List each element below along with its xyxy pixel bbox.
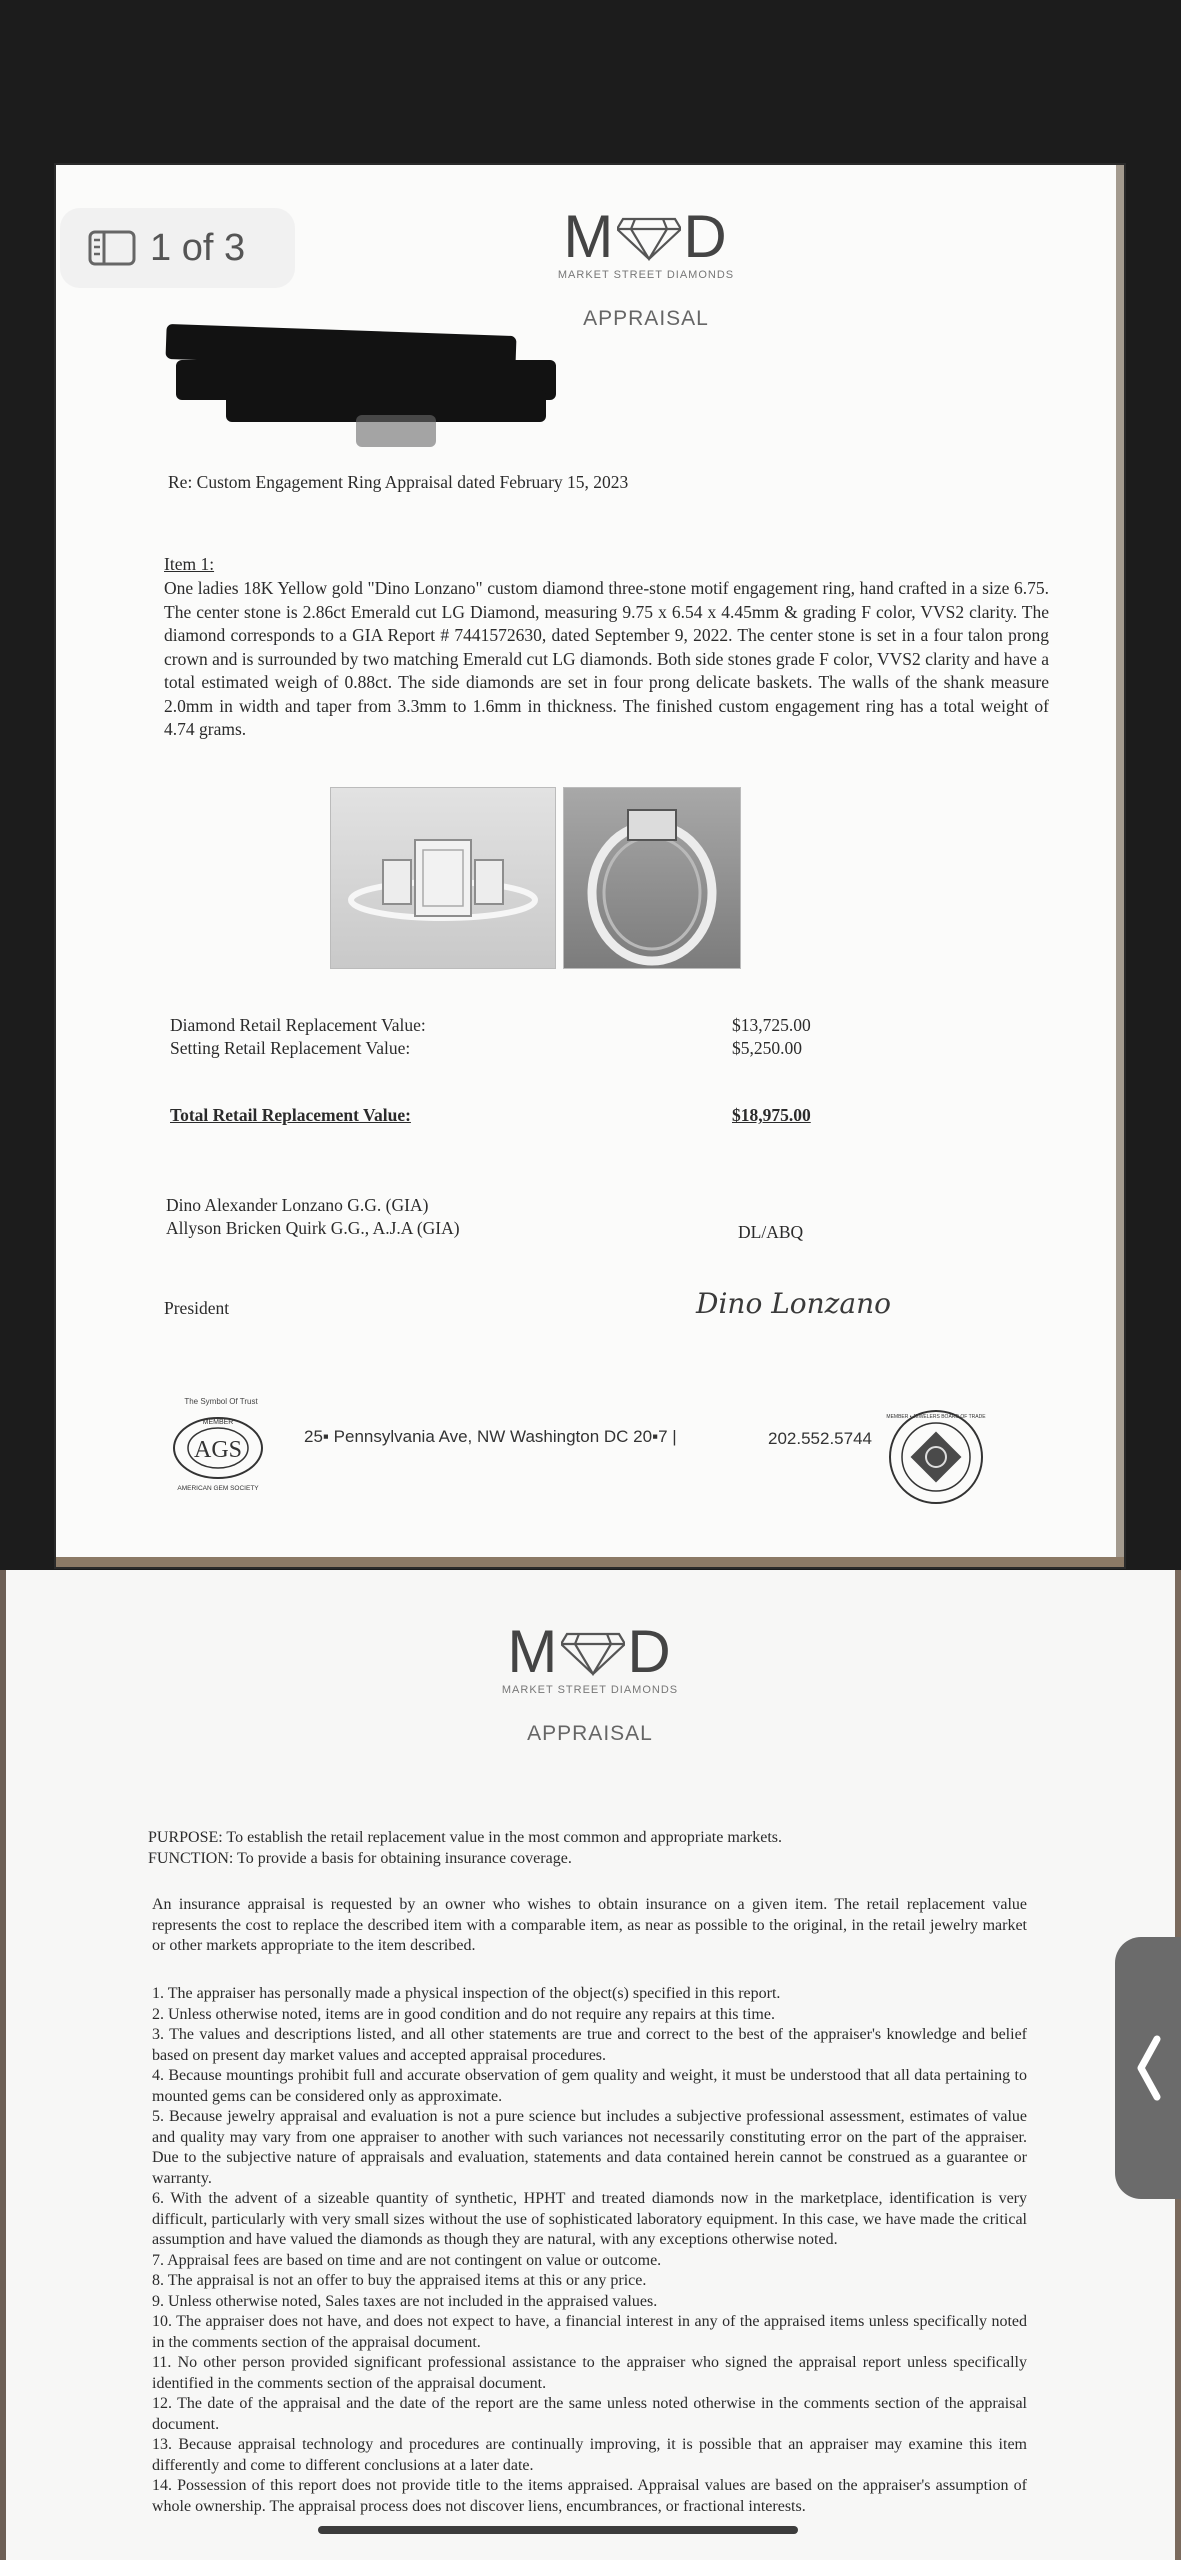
page-heading: APPRAISAL bbox=[583, 307, 709, 331]
list-item: 1. The appraiser has personally made a physical inspection of the object(s) specified in this report. bbox=[152, 1985, 781, 2002]
appraiser-name: Dino Alexander Lonzano G.G. (GIA) bbox=[166, 1195, 429, 1215]
page-indicator-text: 1 of 3 bbox=[150, 226, 246, 269]
ags-member-text: MEMBER bbox=[202, 1419, 234, 1426]
item-label: Item 1: bbox=[164, 554, 215, 574]
ags-tagline: The Symbol Of Trust bbox=[184, 1397, 258, 1406]
jbt-seal-icon bbox=[886, 1407, 986, 1507]
re-line: Re: Custom Engagement Ring Appraisal dated February 15, 2023 bbox=[168, 472, 629, 492]
signature: Dino Lonzano bbox=[696, 1287, 892, 1320]
page-edge-shadow bbox=[1116, 165, 1124, 1567]
horizontal-scrollbar[interactable] bbox=[318, 2526, 798, 2534]
ags-ring-text: AMERICAN GEM SOCIETY bbox=[177, 1485, 259, 1492]
list-item: 9. Unless otherwise noted, Sales taxes are not included in the appraised values. bbox=[152, 2292, 658, 2310]
page-edge-shadow bbox=[56, 1557, 1124, 1567]
page-edge-shadow bbox=[0, 1570, 6, 2560]
list-item: 14. Possession of this report does not provide title to the items appraised. Appraisal values are based on the appraiser's assumption of whole ownership. The appraisal process does not discover liens, encumbrances, or fractional interests. bbox=[152, 2477, 1027, 2515]
logo-subtitle: MARKET STREET DIAMONDS bbox=[557, 269, 735, 282]
value-label: Setting Retail Replacement Value: bbox=[170, 1038, 411, 1058]
redacted-block bbox=[356, 415, 436, 447]
chevron-left-icon bbox=[1133, 2033, 1163, 2103]
footer-phone: 202.552.5744 bbox=[768, 1429, 872, 1448]
list-item: 6. With the advent of a sizeable quantity of synthetic, HPHT and treated diamonds now in the marketplace, identification is very difficult, particularly with very small sizes without the use of sophisticated laboratory equipment. In this case, we have made the critical assumption and have valued the diamonds as though they are natural, with any exceptions otherwise noted. bbox=[152, 2190, 1027, 2248]
item-description: One ladies 18K Yellow gold "Dino Lonzano" custom diamond three-stone motif engagement ring, hand crafted in a size 6.75. The center stone is 2.86ct Emerald cut LG Diamond, measuring 9.75 x 6.54 x 4.45mm & grading F color, VVS2 clarity. The diamond corresponds to a GIA Report # 7441572630, dated September 9, 2022. The center stone is set in a four talon prong crown and is surrounded by two matching Emerald cut LG diamonds. Both side stones grade F color, VVS2 clarity and have a total estimated weigh of 0.88ct. The side diamonds are set in four prong delicate baskets. The walls of the shank measure 2.0mm in width and taper from 3.3mm to 1.6mm in thickness. The finished custom engagement ring has a total weight of 4.74 grams. bbox=[164, 578, 1049, 739]
ags-letters: AGS bbox=[193, 1437, 243, 1463]
purpose-text bbox=[148, 1828, 1028, 1869]
sidebar-toggle-button[interactable] bbox=[1115, 1937, 1181, 2199]
list-item: 4. Because mountings prohibit full and accurate observation of gem quality and weight, it must be understood that all data pertaining to mounted gems can be considered only as approximate. bbox=[152, 2067, 1027, 2105]
appraiser-initials: DL/ABQ bbox=[738, 1222, 804, 1242]
ags-seal-icon bbox=[166, 1406, 276, 1496]
purpose-line: PURPOSE: To establish the retail replacement value in the most common and appropriate markets. bbox=[148, 1829, 782, 1846]
value-amount: $13,725.00 bbox=[732, 1015, 811, 1035]
list-item: 7. Appraisal fees are based on time and are not contingent on value or outcome. bbox=[152, 2251, 662, 2269]
total-label: Total Retail Replacement Value: bbox=[170, 1105, 411, 1125]
list-item: 3. The values and descriptions listed, and all other statements are true and correct to the best of the appraiser's knowledge and belief based on present day market values and accepted appraisal procedures. bbox=[152, 2026, 1027, 2064]
total-amount: $18,975.00 bbox=[732, 1105, 811, 1125]
page-indicator[interactable] bbox=[60, 208, 295, 288]
ring-side-image bbox=[564, 788, 740, 968]
jbt-seal bbox=[886, 1407, 986, 1507]
list-item: 13. Because appraisal technology and procedures are continually improving, it is possible that an appraiser may examine this item differently and come to different conclusions at a later date. bbox=[152, 2436, 1027, 2474]
logo-mark: M D bbox=[563, 203, 729, 271]
terms-list bbox=[152, 1984, 1027, 2517]
msd-logo bbox=[390, 1618, 790, 1746]
document-page-1 bbox=[56, 165, 1124, 1567]
ring-photo-side bbox=[563, 787, 741, 969]
diamond-icon bbox=[561, 1628, 625, 1676]
logo-subtitle: MARKET STREET DIAMONDS bbox=[501, 1684, 679, 1697]
list-item: 2. Unless otherwise noted, items are in good condition and do not require any repairs at this time. bbox=[152, 2005, 775, 2023]
msd-logo bbox=[446, 203, 846, 331]
signer-title: President bbox=[164, 1298, 230, 1318]
list-item: 12. The date of the appraisal and the date of the report are the same unless noted otherwise in the comments section of the appraisal document. bbox=[152, 2395, 1027, 2433]
list-item: 8. The appraisal is not an offer to buy the appraised items at this or any price. bbox=[152, 2272, 647, 2289]
ring-front-image bbox=[331, 788, 555, 968]
page-heading: APPRAISAL bbox=[527, 1722, 653, 1746]
diamond-icon bbox=[617, 213, 681, 261]
ags-logo bbox=[166, 1397, 276, 1497]
function-line: FUNCTION: To provide a basis for obtaining insurance coverage. bbox=[148, 1849, 572, 1867]
footer-address: 25▪ Pennsylvania Ave, NW Washington DC 20▪7 | bbox=[304, 1427, 677, 1446]
list-item: 5. Because jewelry appraisal and evaluation is not a pure science but includes a subjective professional assessment, estimates of value and quality may vary from one appraiser to another with such variances not necessarily constituting error on the part of the appraiser. Due to the subjective nature of appraisals and evaluation, statements and data contained herein cannot be construed as a guarantee or warranty. bbox=[152, 2108, 1027, 2187]
list-item: 10. The appraiser does not have, and does not expect to have, a financial interest in any of the appraised items unless specifically noted in the comments section of the appraisal document. bbox=[152, 2313, 1027, 2351]
pages-icon bbox=[88, 230, 136, 266]
appraiser-name: Allyson Bricken Quirk G.G., A.J.A (GIA) bbox=[166, 1218, 460, 1238]
intro-paragraph: An insurance appraisal is requested by an owner who wishes to obtain insurance on a given item. The retail replacement value represents the cost to replace the described item with a comparable item, as near as possible to the original, in the retail jewelry market or other markets appropriate to the item described. bbox=[152, 1896, 1027, 1954]
logo-mark: M D bbox=[507, 1618, 673, 1686]
document-page-2 bbox=[0, 1570, 1181, 2560]
list-item: 11. No other person provided significant professional assistance to the appraiser who signed the appraisal report unless specifically identified in the comments section of the appraisal document. bbox=[152, 2354, 1027, 2392]
ring-photo-front bbox=[330, 787, 556, 969]
jbt-seal-text: MEMBER • JEWELERS BOARD OF TRADE bbox=[886, 1414, 986, 1420]
value-amount: $5,250.00 bbox=[732, 1038, 802, 1058]
value-label: Diamond Retail Replacement Value: bbox=[170, 1015, 426, 1035]
